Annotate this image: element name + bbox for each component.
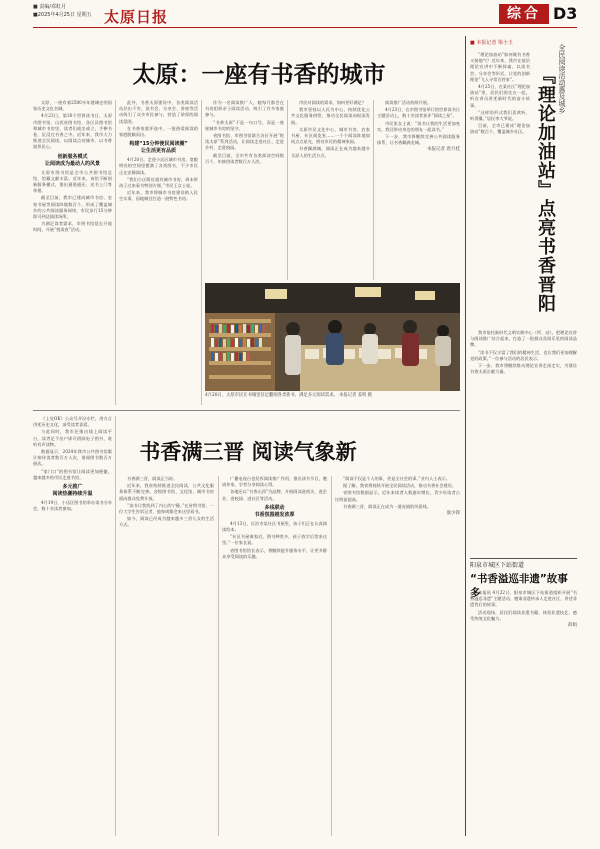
right-column-b <box>470 330 577 555</box>
brief-title: 阳泉市城区下站街道 <box>470 562 525 569</box>
lead-column-2 <box>119 100 198 405</box>
byline: 康少锋 <box>446 511 460 517</box>
paragraph: 为满足读者需求，市图书馆延长开放时间，开展“悦读夜”活动。 <box>33 221 112 233</box>
brief-divider <box>470 558 577 559</box>
newspaper-logo: 太原日报 <box>104 8 169 26</box>
column-rule <box>373 100 374 280</box>
paragraph: 活动现场，居民们阅读非遗书籍、体验非遗技艺，感受传统文化魅力。 <box>470 609 577 621</box>
byline: 本报记者 唐月桂 <box>427 147 460 153</box>
paragraph: 目前，全市已建成“理论加油站”数百个，覆盖城乡社区。 <box>470 123 530 135</box>
lead-column-3 <box>205 100 284 280</box>
paragraph: 4月23日，在市图书馆举行的世界读书日主题活动上，数十名读者获评“阅读之星”。 <box>377 107 460 119</box>
paragraph: 截至目前，全市共有各类阅读空间数百个，年接待读者数百万人次。 <box>205 152 284 164</box>
lead-column-1 <box>33 100 112 405</box>
lead-column-5 <box>377 100 460 280</box>
paragraph: 4月23日，第30个世界读书日，太原市图书馆、山西省图书馆、各区县图书馆和城市书房里，读者们或坐或立，手捧书卷，沉浸在书香之中。近年来，我市大力推进全民阅读，以阅读点亮城市、以书香滋养民心。 <box>33 113 112 150</box>
paragraph: 近年来，我市将城市书房建设纳入民生实事，因地制宜打造一批特色书房。 <box>119 190 198 202</box>
paragraph: 在书香家庭评选中，一批热爱阅读的家庭脱颖而出。 <box>119 125 198 138</box>
paragraph: 据了解，我省将持续开展全民阅读活动，推动书香社会建设。 <box>343 483 457 489</box>
paragraph: “社区书屋离家近，图书种类多，孩子放学后常来这里。”一位家长说。 <box>222 534 327 546</box>
paragraph: 近年来，我省持续推进全民阅读，公共文化服务体系不断完善。各级图书馆、文化馆、城市书房面向群众免费开放。 <box>119 483 214 501</box>
paragraph: “读书不仅丰富了我们的精神生活，也让我们更加理解党的政策。”一位参与活动的居民表示。 <box>470 349 577 361</box>
bookstore-photo <box>205 283 460 391</box>
paragraph: “书香太原”不是一句口号，而是一座座城市书房的坚守。 <box>205 119 284 131</box>
paragraph: 阅读推广活动持续开展。 <box>385 100 432 105</box>
paragraph: “这样的形式我们喜欢听、听得懂。”居民李大爷说。 <box>470 109 530 122</box>
column-rule <box>218 476 219 836</box>
reporter-kicker: ■ 本报记者 梁小玉 <box>470 40 513 46</box>
column-rule <box>201 100 202 405</box>
paragraph: 与此同时，我市还推出线上阅读平台，读者足不出户即可借阅电子图书、收听有声读物。 <box>33 429 112 447</box>
paragraph: 截至目前，我市已建成城市书房、农家书屋等阅读阵地数百个，形成了覆盖城乡的公共阅读服务网络，市民步行15分钟即可到达阅读场所。 <box>33 195 112 220</box>
paragraph: 《上党OK》公众号开设专栏，用方言讲述历史文化，深受读者喜爱。 <box>33 416 112 428</box>
subheading: 创新服务模式 让阅读成为最动人的风景 <box>44 153 100 167</box>
paragraph: 4月25日，在某社区“理论加油站”里，居民们围坐在一起，听宣讲员讲述新时代的奋斗故事。 <box>470 84 530 108</box>
paragraph: “家门口”的图书馆让阅读更加便捷，越来越多的市民走进书房。 <box>33 468 112 480</box>
photo-caption: 4月20日，太原市民在书城里驻足翻阅各类新书，满足多元阅读需求。 本报记者 姜明 摄 <box>205 393 372 398</box>
sidebar-rule <box>465 36 466 836</box>
masthead-divider <box>33 27 577 28</box>
brief-body <box>470 590 577 830</box>
lead-column-4 <box>291 100 370 280</box>
column-rule <box>331 476 332 836</box>
paragraph: 数据显示，2024年我市公共图书馆累计接待读者数百万人次，借阅图书数百万册次。 <box>33 449 112 467</box>
right-subhead: 全民阅读活动惠及城乡 <box>558 44 566 114</box>
paragraph: 此外，书香太原建设中，各类阅读活动层出不穷，读书会、分享会、讲座等活动吸引了众多市民参与，营造了浓厚的阅读氛围。 <box>119 100 198 124</box>
right-column-a <box>470 52 530 327</box>
column-rule <box>287 100 288 280</box>
paragraph: 书香飘满城，阅读正在成为越来越多太原人的生活方式。 <box>291 146 370 158</box>
subheading: 多元推广 阅读热潮持续升温 <box>52 484 93 498</box>
paragraph: “我们小区附近就有城市书房，周末带孩子过来看书特别方便。”市民王女士说。 <box>119 176 198 189</box>
paragraph: 作为一名阅读推广人，她每月都会在书房组织亲子阅读活动，吸引了许多家庭参与。 <box>205 100 284 118</box>
bookstore-illustration <box>205 283 460 391</box>
paragraph: 省图书馆数据显示，近年来读者人数逐年增长，青少年读者占比明显提高。 <box>335 490 460 502</box>
lower-column-1 <box>33 416 112 836</box>
paragraph: 书香满三晋，阅读正当时。 <box>127 476 178 481</box>
paragraph: 太原市民文化中心、城市书房、农家书屋、社区阅览室……一个个阅读阵地如同点点星光，照亮市民的精神家园。 <box>291 126 370 145</box>
paragraph: “理论加油站”如何既有书香又接地气？近年来，我市在基层理论宣讲中不断探索，以读书会、分享会等形式，让党的创新理论“飞入寻常百姓家”。 <box>470 52 530 82</box>
paragraph: 下一步，我市将继续推动理论宣讲走深走实，为建设书香太原贡献力量。 <box>470 363 577 375</box>
section-label: 综合 <box>499 4 549 24</box>
page-number: D3 <box>553 4 578 23</box>
paragraph: “读书让我找到了内心的宁静。”在省图书馆，一位大学生告诉记者，他每周都会来这里看书。 <box>119 502 214 515</box>
paragraph: 书香满三晋，阅读正在成为一道亮丽的风景线。 <box>343 503 431 509</box>
paragraph: 省图书馆、市图书馆联合各区开展“悦读太原”系列活动，让阅读走进社区、走进乡村、走进校园。 <box>205 133 284 151</box>
paragraph: 市民对阅读的需求，如何更好满足？ <box>299 100 367 105</box>
paragraph: 太原，一座有着2500多年建城史的国家历史文化名城。 <box>33 100 112 112</box>
lower-column-2 <box>119 476 214 836</box>
column-rule <box>115 100 116 405</box>
paragraph: 市民张女士说：“读书让我的生活更加充实，我还带动身边的朋友一起读书。” <box>377 120 460 132</box>
lower-column-3 <box>222 476 327 836</box>
paragraph: 如今，阅读已经成为越来越多三晋儿女的生活方式。 <box>119 516 214 528</box>
paragraph: 各地还以“书香山西”为品牌，开展阅读进机关、进企业、进校园、进社区等活动。 <box>222 489 327 501</box>
lower-headline: 书香满三晋 阅读气象新 <box>139 440 357 464</box>
paragraph: 下一步，我市将继续完善公共阅读服务体系，让书香飘满龙城。 <box>377 134 460 146</box>
brief-headline: “书香溢巡非遗”故事多 <box>470 573 568 599</box>
paragraph: 我市依托新时代文明实践中心（所、站），把理论宣讲与阅读推广结合起来，打造了一批群众喜闻乐见的阅读品牌。 <box>470 330 577 348</box>
subheading: 构建“15分钟便民阅读圈” 让生活更有品质 <box>129 141 188 155</box>
right-headline: 『理论加油站』点亮书香晋阳 <box>535 66 556 313</box>
lower-column-4 <box>335 476 460 836</box>
column-rule <box>115 416 116 836</box>
paragraph: “阅读不仅是个人的事，更是全社会的事。”业内人士表示。 <box>343 476 450 481</box>
paragraph: 4月13日，长治市某社区书屋里，孩子们正在认真阅读绘本。 <box>222 520 327 533</box>
subheading: 多线联动 书香氛围越发浓厚 <box>254 504 295 518</box>
paragraph: 省图书馆馆长表示，将继续提升服务水平，让更多群众享受阅读的乐趣。 <box>222 547 327 559</box>
paragraph: 太原市图书馆是全市公共图书馆总馆，馆藏文献丰富。近年来，该馆不断创新服务模式，推出通借通还、送书上门等举措。 <box>33 169 112 194</box>
paragraph: 本报讯 4月22日，阳泉市城区下站街道组织开展“书香溢巡非遗”主题活动，邀请非遗传承人走进社区，讲述非遗背后的故事。 <box>470 590 577 608</box>
paragraph: 广播电视台也发挥阅读推广作用，推出读书节目，邀请作家、学者分享阅读心得。 <box>222 476 327 488</box>
paragraph: 4月19日，小店区图书馆举办读书分享会，数十名读者参加。 <box>33 500 112 512</box>
section-divider <box>33 410 460 411</box>
paragraph: 4月20日，走进小店区城市书房，宽敞明亮的空间里摆满了各类图书，不少市民正在安静阅读。 <box>119 157 198 175</box>
paragraph: 我市坚持以人民为中心，持续优化公共文化服务供给，推动全民阅读向纵深发展。 <box>291 107 370 125</box>
editor-line: ■ 责编/邓虹月 <box>33 4 66 10</box>
date-line: ■2025年4月25日 星期五 <box>33 12 92 18</box>
byline: 薛娟 <box>568 623 577 629</box>
lead-headline: 太原：一座有书香的城市 <box>132 62 386 88</box>
